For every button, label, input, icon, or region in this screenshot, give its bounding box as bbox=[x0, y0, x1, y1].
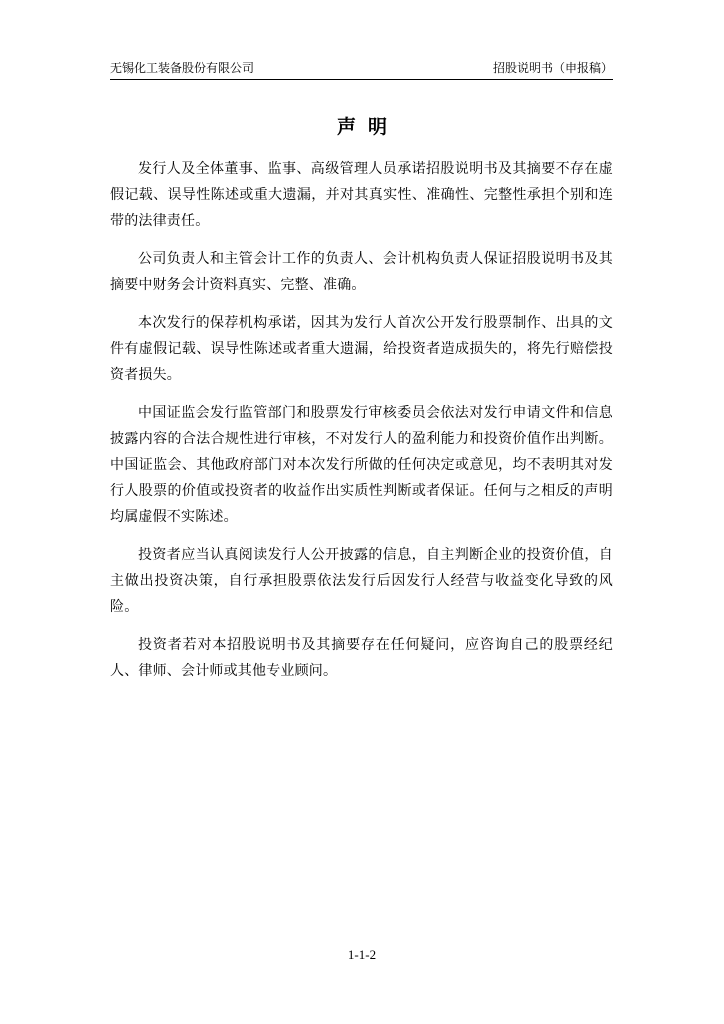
page-number: 1-1-2 bbox=[347, 947, 377, 962]
header-company-name: 无锡化工装备股份有限公司 bbox=[110, 61, 255, 75]
page-title: 声明 bbox=[336, 116, 399, 138]
header-rule bbox=[110, 79, 613, 80]
statement-body bbox=[110, 156, 613, 696]
paragraph-investor-reading: 投资者应当认真阅读发行人公开披露的信息，自主判断企业的投资价值，自主做出投资决策，自行承担股票依法发行后因发行人经营与收益变化导致的风险。 bbox=[110, 547, 613, 615]
header-document-type: 招股说明书（申报稿） bbox=[492, 61, 613, 75]
paragraph-investor-questions: 投资者若对本招股说明书及其摘要存在任何疑问，应咨询自己的股票经纪人、律师、会计师或其他专业顾问。 bbox=[110, 637, 613, 679]
paragraph-sponsor-commitment: 本次发行的保荐机构承诺，因其为发行人首次公开发行股票制作、出具的文件有虚假记载、误导性陈述或者重大遗漏，给投资者造成损失的，将先行赔偿投资者损失。 bbox=[110, 315, 613, 383]
page-header bbox=[110, 58, 613, 80]
paragraph-csrc-review: 中国证监会发行监管部门和股票发行审核委员会依法对发行申请文件和信息披露内容的合法合规性进行审核，不对发行人的盈利能力和投资价值作出判断。中国证监会、其他政府部门对本次发行所做的任何决定或意见，均不表明其对发行人股票的价值或投资者的收益作出实质性判断或者保证。任何与之相反的声明均属虚假不实陈述。 bbox=[110, 405, 613, 525]
paragraph-directors-commitment: 发行人及全体董事、监事、高级管理人员承诺招股说明书及其摘要不存在虚假记载、误导性陈述或重大遗漏，并对其真实性、准确性、完整性承担个别和连带的法律责任。 bbox=[110, 161, 613, 229]
paragraph-financial-assurance: 公司负责人和主管会计工作的负责人、会计机构负责人保证招股说明书及其摘要中财务会计资料真实、完整、准确。 bbox=[110, 251, 613, 293]
